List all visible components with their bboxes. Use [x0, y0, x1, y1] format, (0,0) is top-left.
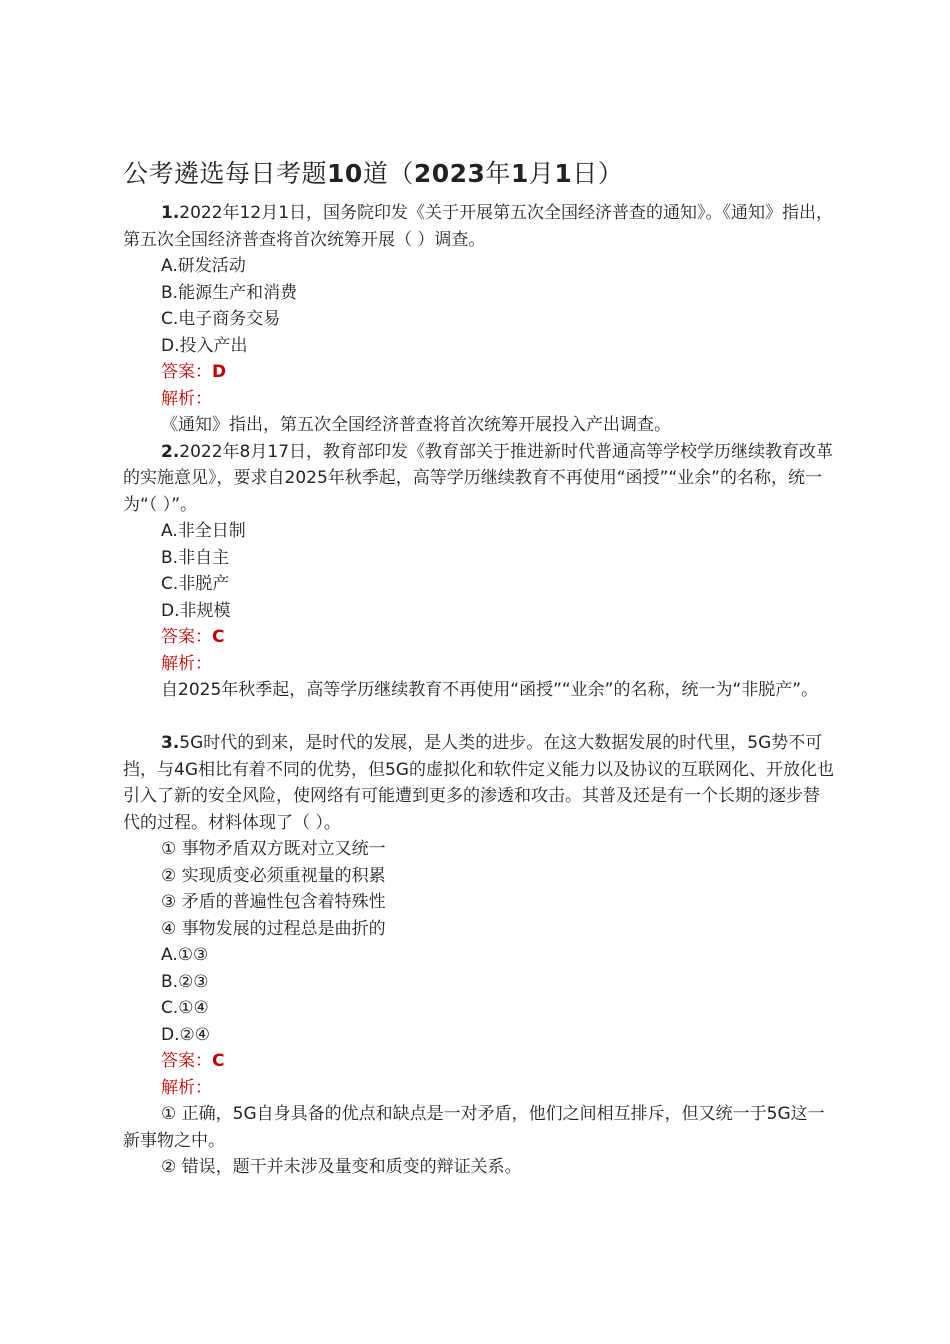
option-d: D.②④ [161, 1024, 210, 1045]
option-c: C.①④ [161, 998, 209, 1018]
option-d: D.投入产出 [161, 335, 248, 356]
analysis-text: ① 正确，5G自身具备的优点和缺点是一对矛盾，他们之间相互排斥，但又统一于5G这一新事物之中。 [123, 1104, 825, 1151]
analysis-text: 《通知》指出，第五次全国经济普查将首次统筹开展投入产出调查。 [161, 415, 671, 435]
option-b: B.非自主 [161, 547, 230, 568]
option-b: B.②③ [161, 971, 209, 992]
question-stem: 3.5G时代的到来，是时代的发展，是人类的进步。在这大数据发展的时代里，5G势不可挡，与4G相比有着不同的优势，但5G的虚拟化和软件定义能力以及协议的互联网化、开放化也引入了新的安全风险，使网络有可能遭到更多的渗透和攻击。其普及还是有一个长期的逐步替代的过程。材料体现了（ ）。 [123, 733, 834, 833]
answer: 答案：C [161, 627, 225, 647]
question-number: 1. [161, 203, 180, 223]
option-b: B.能源生产和消费 [161, 282, 298, 303]
question-stem: 1.2022年12月1日，国务院印发《关于开展第五次全国经济普查的通知》。《通知》指出，第五次全国经济普查将首次统筹开展（ ）调查。 [123, 203, 834, 250]
question-number: 3. [161, 733, 180, 753]
option-c: C.电子商务交易 [161, 309, 281, 329]
answer: 答案：C [161, 1051, 225, 1071]
spacer [123, 704, 835, 731]
option-a: A.①③ [161, 945, 209, 965]
analysis-label: 解析： [161, 1077, 212, 1098]
document-page [123, 154, 835, 1181]
statement-3: ③ 矛盾的普遍性包含着特殊性 [161, 892, 386, 912]
option-c: C.非脱产 [161, 574, 230, 594]
page-title: 公考遴选每日考题10道（2023年1月1日） [123, 159, 624, 188]
statement-1: ① 事物矛盾双方既对立又统一 [161, 839, 386, 859]
option-a: A.研发活动 [161, 256, 246, 276]
answer: 答案：D [161, 362, 227, 382]
analysis-label: 解析： [161, 653, 212, 674]
statement-2: ② 实现质变必须重视量的积累 [161, 865, 386, 886]
option-a: A.非全日制 [161, 521, 246, 541]
question-3 [123, 730, 835, 1181]
analysis-text: ② 错误，题干并未涉及量变和质变的辩证关系。 [161, 1157, 522, 1177]
question-1 [123, 200, 835, 439]
analysis-label: 解析： [161, 388, 212, 409]
statement-4: ④ 事物发展的过程总是曲折的 [161, 918, 386, 939]
question-2 [123, 439, 835, 704]
option-d: D.非规模 [161, 600, 231, 621]
question-number: 2. [161, 441, 180, 462]
question-stem: 2.2022年8月17日，教育部印发《教育部关于推进新时代普通高等学校学历继续教育改革的实施意见》，要求自2025年秋季起，高等学历继续教育不再使用“函授”“业余”的名称，统一为“（ ）”。 [123, 441, 834, 515]
analysis-text: 自2025年秋季起，高等学历继续教育不再使用“函授”“业余”的名称，统一为“非脱产”。 [161, 680, 819, 700]
